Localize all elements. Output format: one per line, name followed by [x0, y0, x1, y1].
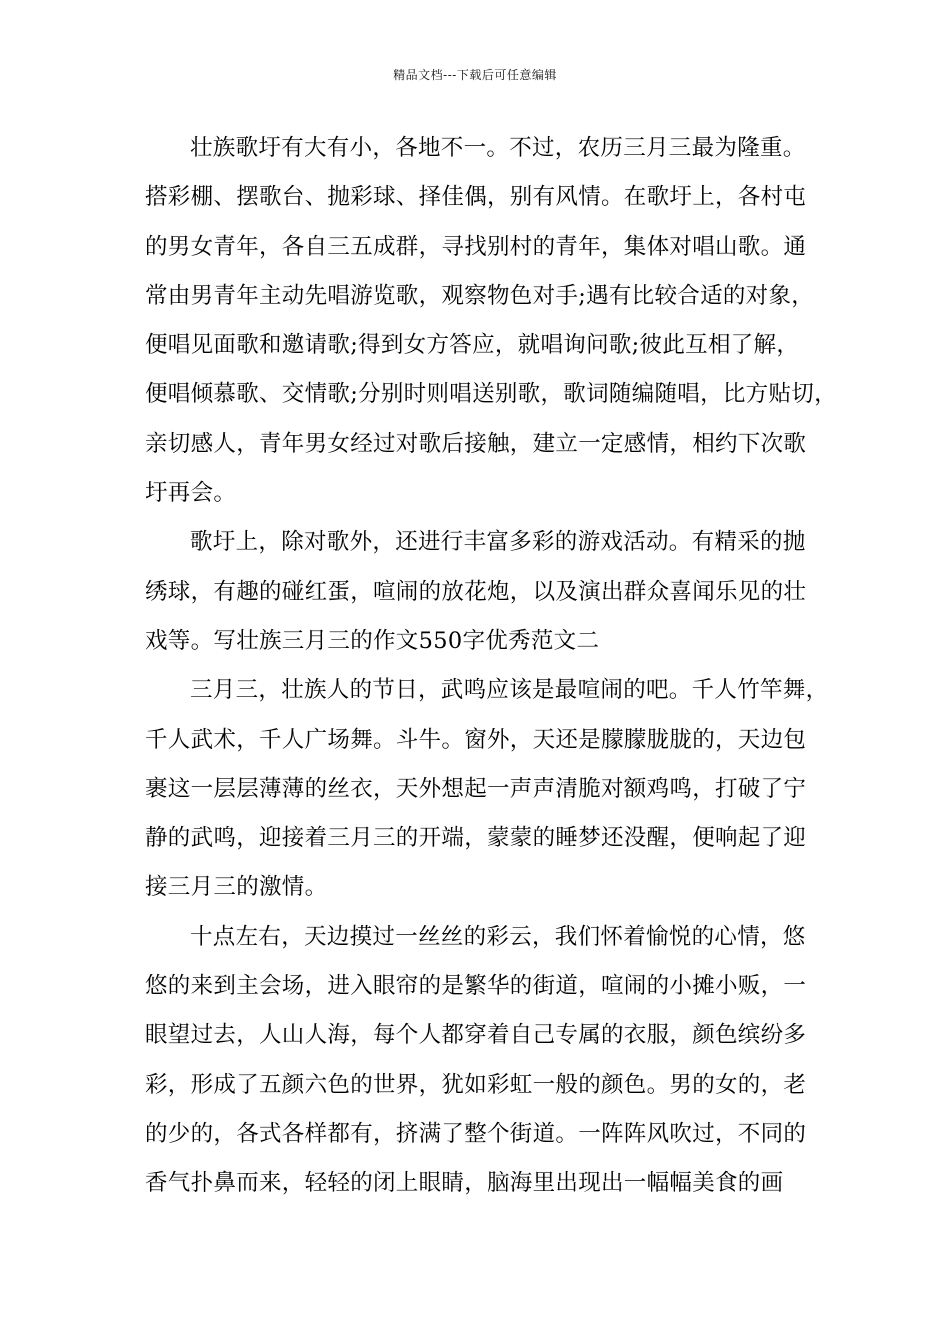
paragraph-2 — [145, 524, 825, 672]
text-line: 彩，形成了五颜六色的世界，犹如彩虹一般的颜色。男的女的，老 — [145, 1071, 807, 1098]
text-line: 的男女青年，各自三五成群，寻找别村的青年，集体对唱山歌。通 — [145, 233, 807, 260]
text-line: 戏等。写壮族三月三的作文550字优秀范文二 — [145, 627, 600, 654]
text-line: 亲切感人，青年男女经过对歌后接触，建立一定感情，相约下次歌 — [145, 430, 807, 457]
article-body — [145, 130, 837, 1215]
text-line: 圩再会。 — [145, 480, 237, 507]
text-line: 歌圩上，除对歌外，还进行丰富多彩的游戏活动。有精采的抛 — [190, 529, 806, 556]
text-line: 十点左右，天边摸过一丝丝的彩云，我们怀着愉悦的心情，悠 — [190, 923, 806, 950]
text-line: 静的武鸣，迎接着三月三的开端，蒙蒙的睡梦还没醒，便响起了迎 — [145, 825, 807, 852]
text-line: 千人武术，千人广场舞。斗牛。窗外，天还是朦朦胧胧的，天边包 — [145, 726, 807, 753]
text-line: 绣球，有趣的碰红蛋，喧闹的放花炮，以及演出群众喜闻乐见的壮 — [145, 578, 807, 605]
text-line: 的少的，各式各样都有，挤满了整个街道。一阵阵风吹过，不同的 — [145, 1120, 807, 1147]
text-line: 搭彩棚、摆歌台、抛彩球、择佳偶，别有风情。在歌圩上，各村屯 — [145, 184, 807, 211]
text-line: 便唱倾慕歌、交情歌;分别时则唱送别歌，歌词随编随唱，比方贴切， — [145, 381, 837, 408]
text-line: 常由男青年主动先唱游览歌，观察物色对手;遇有比较合适的对象， — [145, 282, 815, 309]
text-line: 裹这一层层薄薄的丝衣，天外想起一声声清脆对额鸡鸣，打破了宁 — [145, 775, 807, 802]
text-line: 便唱见面歌和邀请歌;得到女方答应，就唱询问歌;彼此互相了解， — [145, 332, 800, 359]
page-header: 精品文档---下载后可任意编辑 — [393, 68, 557, 82]
paragraph-3 — [145, 672, 829, 918]
text-line: 接三月三的激情。 — [145, 874, 328, 901]
text-line: 眼望过去，人山人海，每个人都穿着自己专属的衣服，颜色缤纷多 — [145, 1022, 807, 1049]
paragraph-1 — [145, 130, 837, 524]
text-line: 悠的来到主会场，进入眼帘的是繁华的街道，喧闹的小摊小贩，一 — [145, 973, 807, 1000]
text-line: 香气扑鼻而来，轻轻的闭上眼睛，脑海里出现出一幅幅美食的画 — [145, 1170, 784, 1197]
text-line: 壮族歌圩有大有小，各地不一。不过，农历三月三最为隆重。 — [190, 135, 806, 161]
paragraph-4 — [145, 919, 825, 1215]
text-line: 三月三，壮族人的节日，武鸣应该是最喧闹的吧。千人竹竿舞， — [190, 677, 829, 704]
